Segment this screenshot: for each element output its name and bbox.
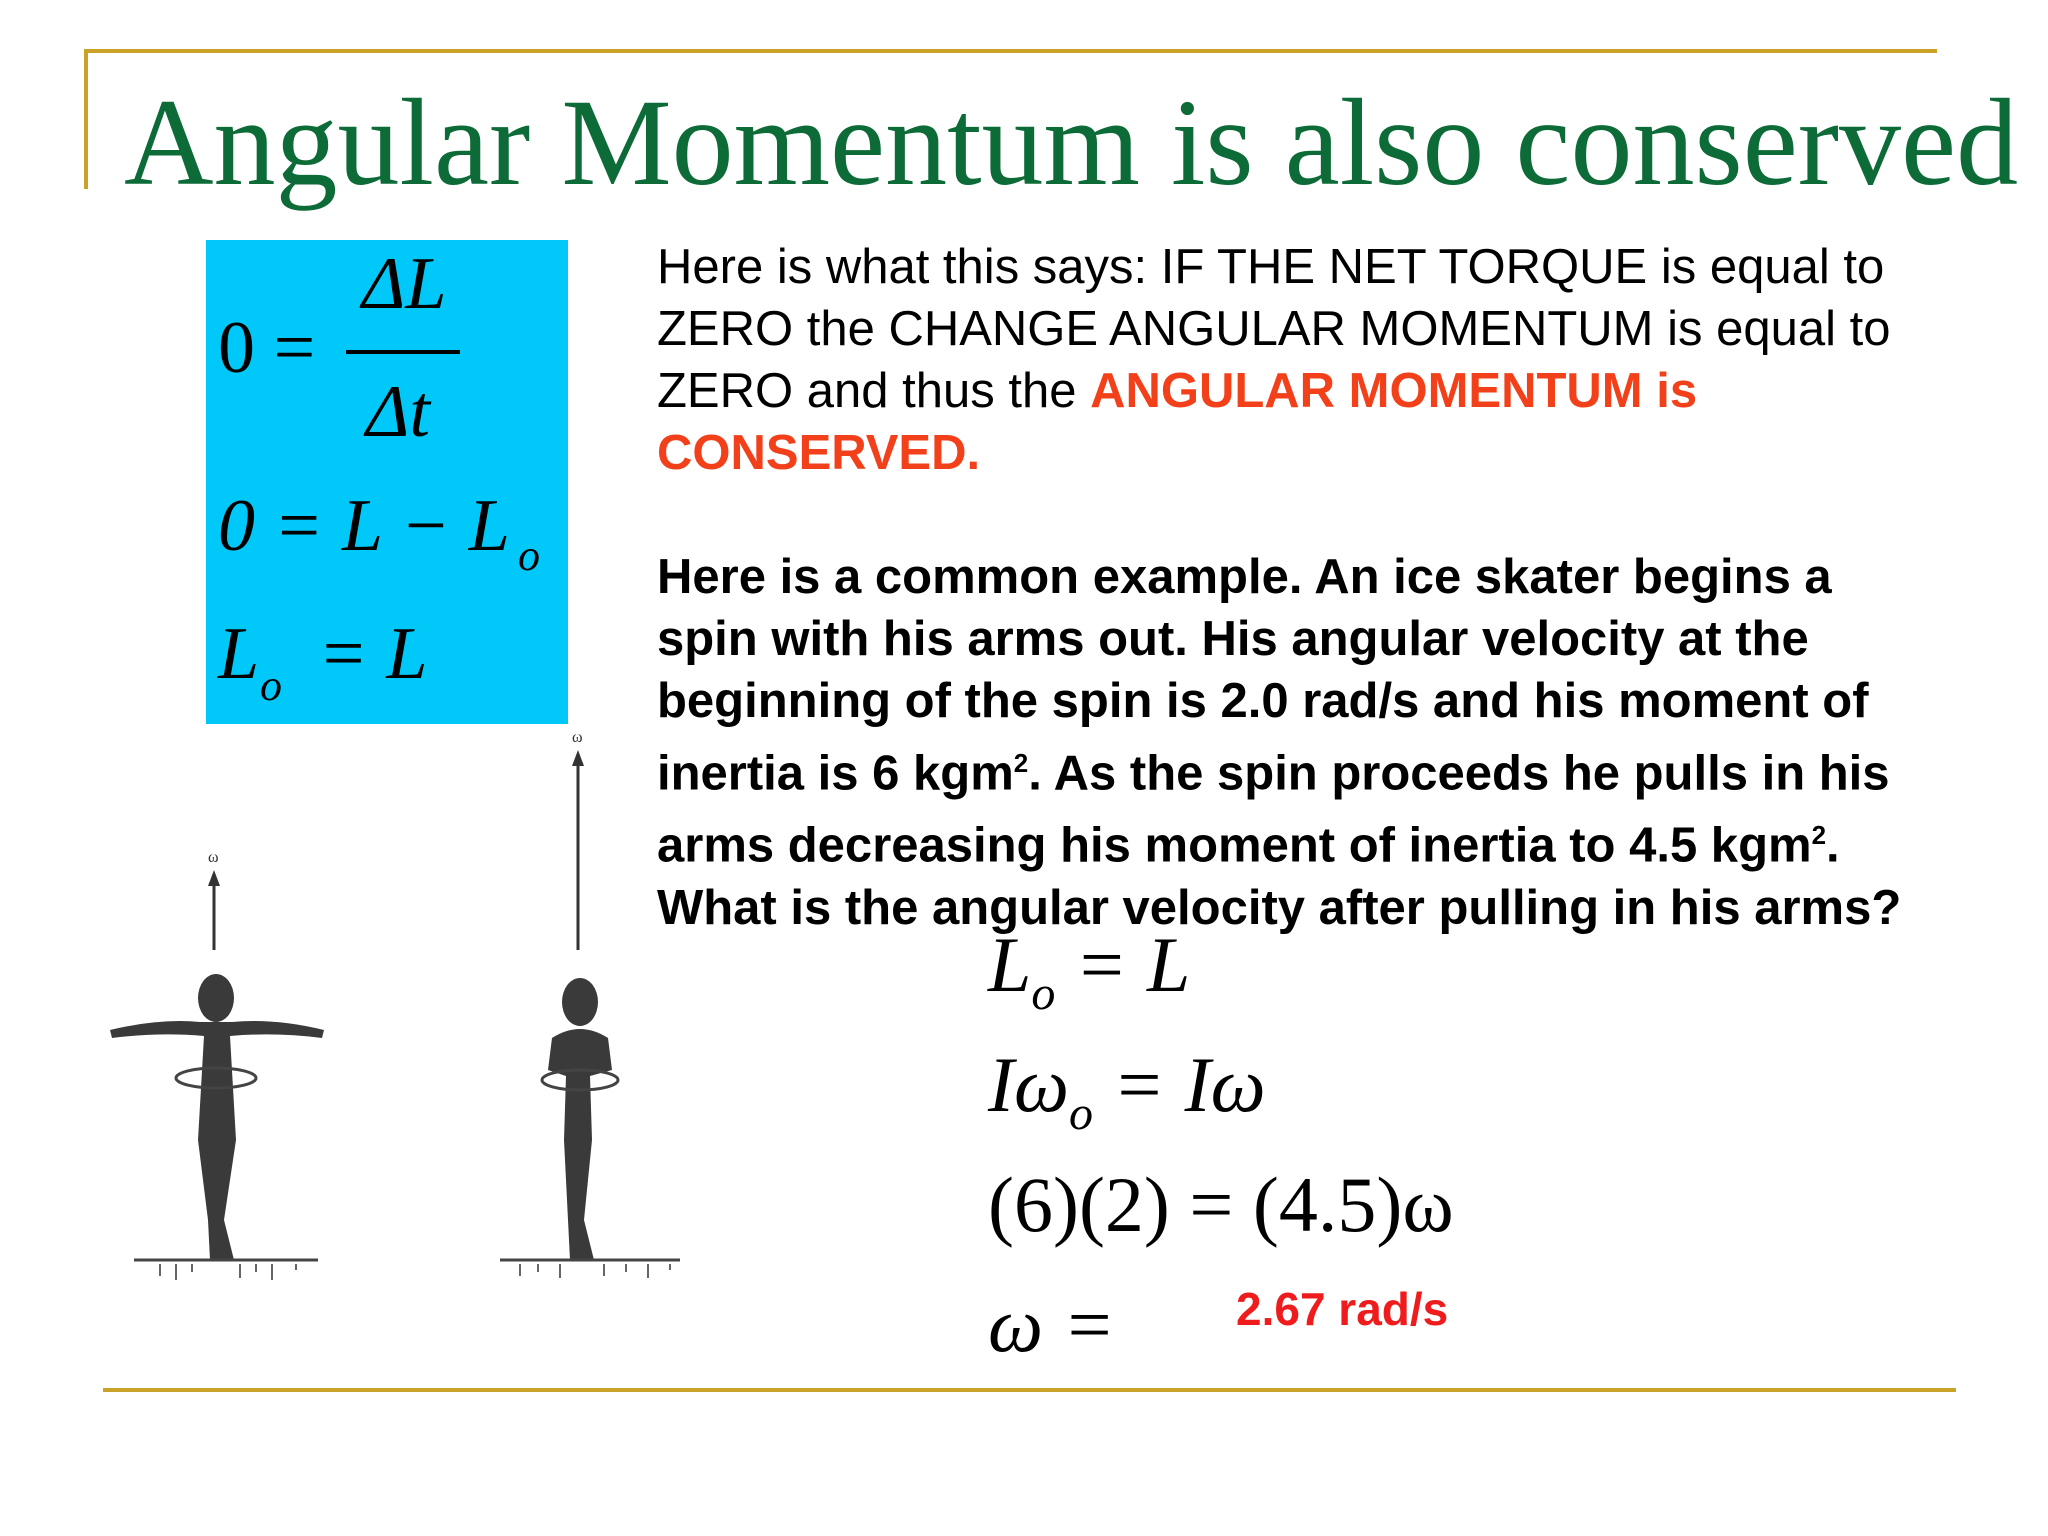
eq1-denominator: Δt [366,371,430,453]
answer-value: 2.67 rad/s [1236,1283,1449,1335]
solution-line-1-lhs: L [988,921,1032,1008]
superscript-2a: 2 [1013,748,1029,778]
example-text-b: . As the spin proceeds he pulls in his arms decreasing his moment of inertia to 4.5 kgm [657,746,1890,873]
example-text-c: . What is the angular velocity after pulling in his arms? [657,818,1902,935]
skater-body-arms-in [548,1029,612,1260]
eq3-subscript: o [260,661,282,710]
paragraph-torque-text: Here is what this says: IF THE NET TORQUE is equal to ZERO the CHANGE ANGULAR MOMENTUM is equal to ZERO and thus the [657,240,1891,418]
skater-head [562,978,598,1026]
explanation-text [657,236,1917,939]
skater-arms-in-illustration [480,720,700,1280]
left-rule [84,49,88,189]
bottom-rule [103,1388,1956,1392]
omega-label-right: ω [572,729,583,746]
omega-label-left: ω [208,849,219,866]
arrow-head-right [572,750,584,766]
eq1-numerator: ΔL [362,243,447,325]
solution-line-2-rhs: = Iω [1112,1041,1266,1128]
eq2-main: 0 = L − L [218,485,510,567]
conservation-equations [206,240,568,724]
top-rule [84,49,1937,53]
superscript-2b: 2 [1811,820,1827,851]
solution-line-2 [988,1041,1266,1140]
solution-line-2-lhs: Iω [988,1041,1070,1128]
eq3-rhs: = L [318,613,428,695]
skater-arms-out-illustration [100,840,340,1280]
slide-title: Angular Momentum is also conserved [124,74,2019,211]
solution-line-4 [988,1281,1116,1368]
solution-line-1-sub: o [1031,967,1056,1020]
solution-line-4-text: ω = [988,1281,1116,1368]
ice-texture [160,1264,296,1280]
eq2-subscript: o [518,531,540,580]
equation-box [206,240,568,724]
eq3-lhs: L [218,613,260,695]
conserved-emphasis: ANGULAR MOMENTUM is CONSERVED. [657,364,1698,480]
ice-texture [520,1264,670,1278]
paragraph-torque [657,236,1917,484]
example-text-a: Here is a common example. An ice skater begins a spin with his arms out. His angular velocity at the beginning of the spin is 2.0 rad/s and his moment of inertia is 6 kgm [657,550,1869,801]
solution-line-1-rhs: = L [1074,921,1191,1008]
arrow-head-left [208,870,220,886]
solution-line-1 [988,921,1191,1020]
solution-line-3: (6)(2) = (4.5)ω [988,1161,1454,1248]
paragraph-example [657,546,1917,939]
solution-line-2-sub: o [1069,1087,1094,1140]
eq1-lhs: 0 = [218,307,316,389]
skater-head [198,974,234,1022]
